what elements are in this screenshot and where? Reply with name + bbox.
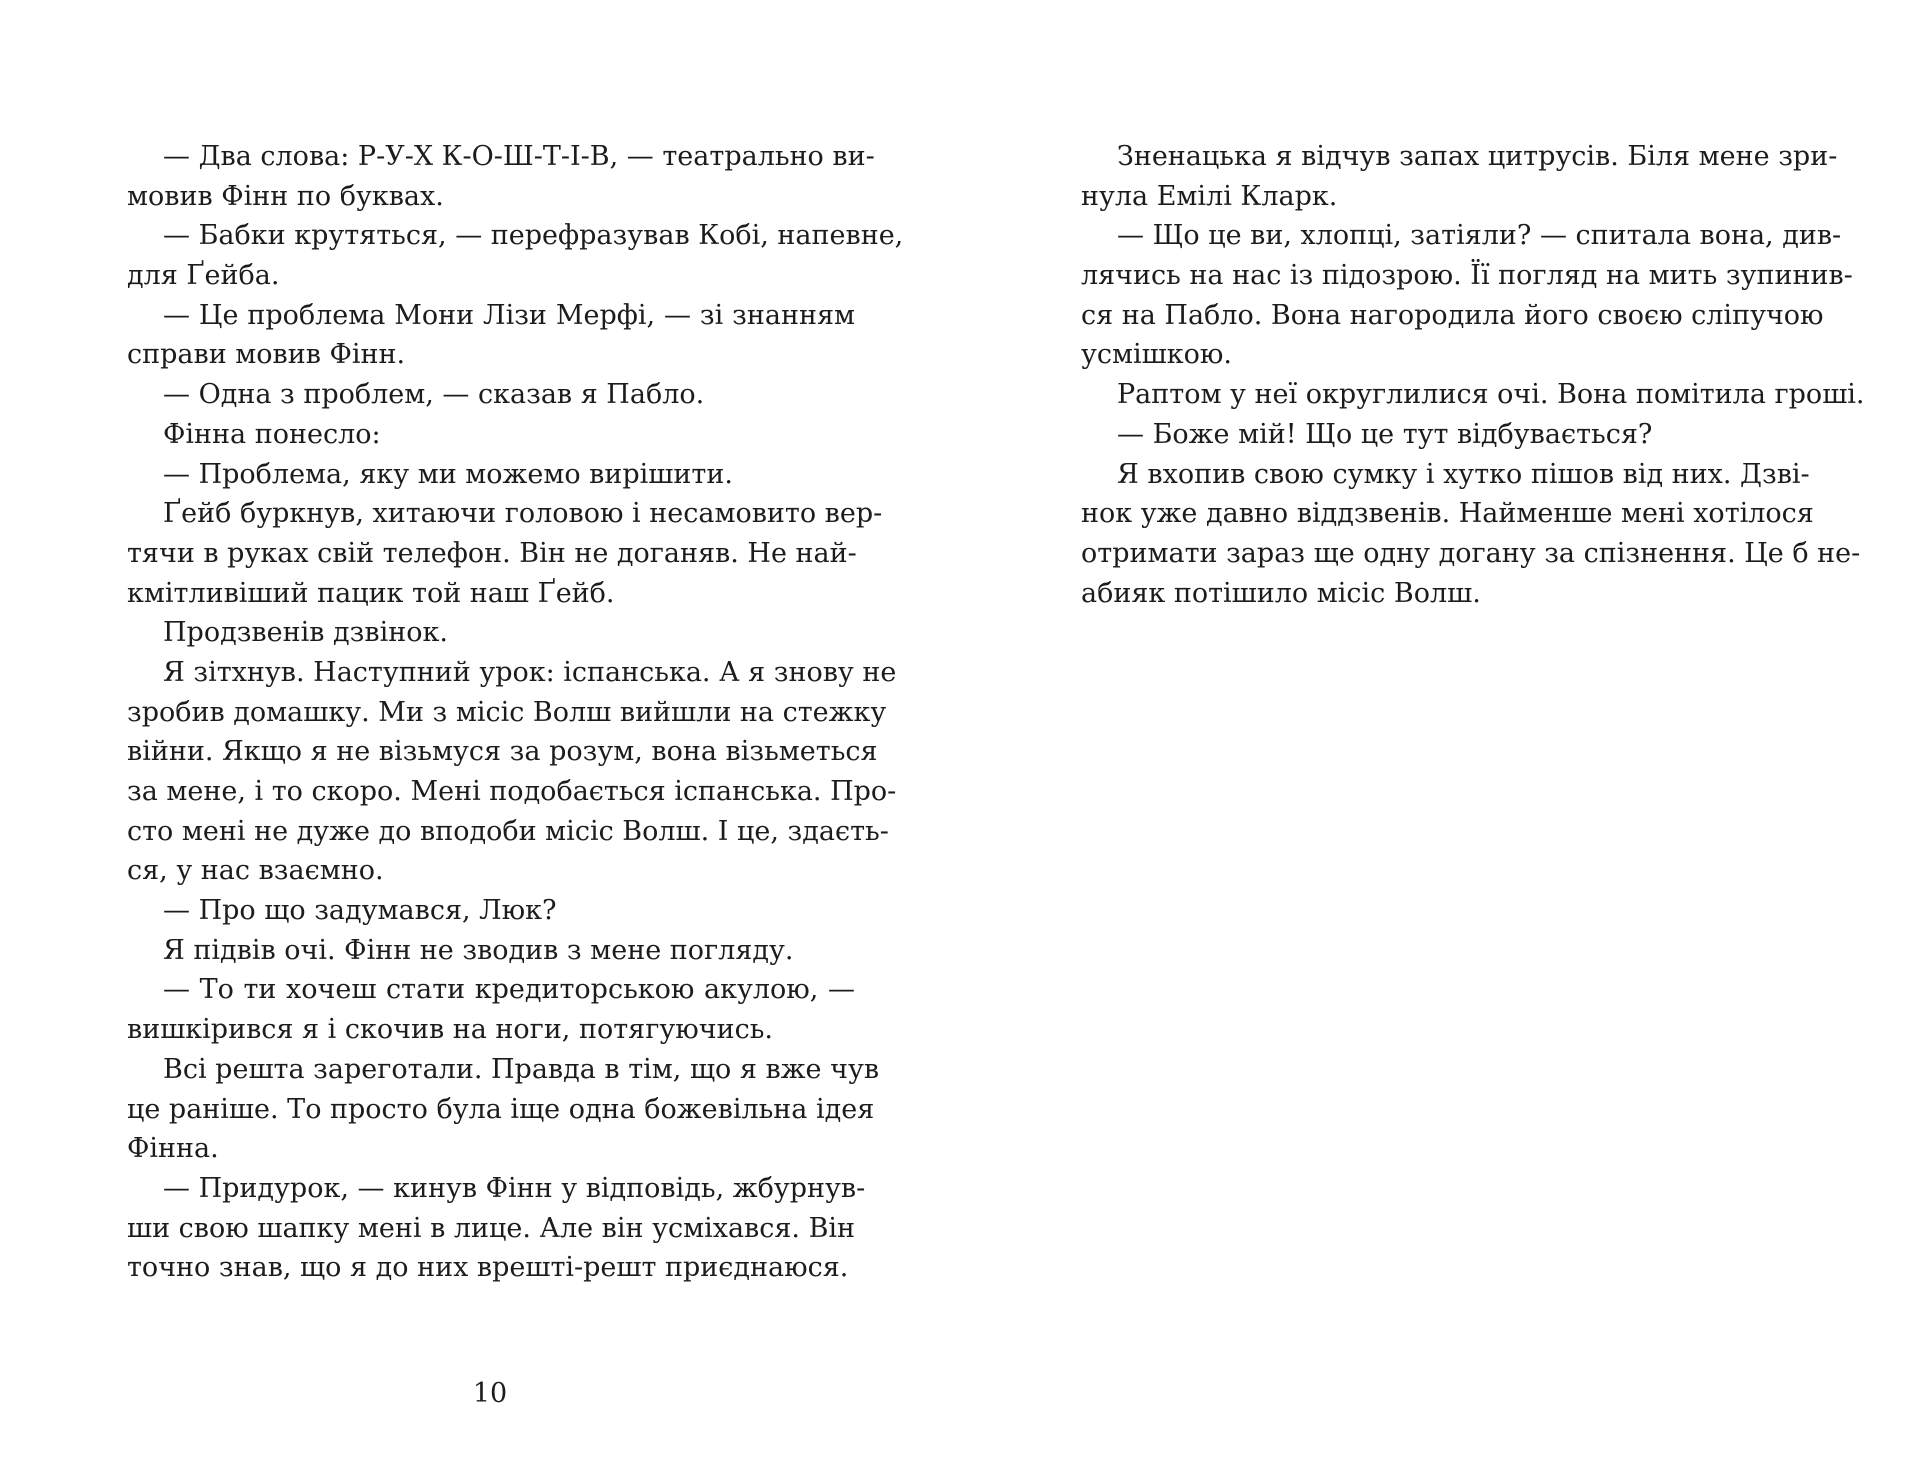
text-line: усмішкою. xyxy=(1081,339,1232,371)
text-line: — Придурок, — кинув Фінн у відповідь, жбурнув- xyxy=(163,1172,866,1204)
text-line: сто мені не дуже до вподоби місіс Волш. І це, здаєть- xyxy=(127,815,889,847)
text-line: — Про що задумався, Люк? xyxy=(163,895,557,927)
text-line: Фінна. xyxy=(127,1133,219,1165)
text-line: кмітливіший пацик той наш Ґейб. xyxy=(127,577,615,609)
text-line: тячи в руках свій телефон. Він не доганяв. Не най- xyxy=(127,537,857,569)
right-page xyxy=(960,0,1920,1477)
text-line: для Ґейба. xyxy=(127,260,280,292)
text-line: — Одна з проблем, — сказав я Пабло. xyxy=(163,379,705,411)
text-line: вишкірився я і скочив на ноги, потягуючись. xyxy=(127,1014,773,1046)
text-line: справи мовив Фінн. xyxy=(127,339,406,371)
text-line: ся, у нас взаємно. xyxy=(127,855,384,887)
text-line: — Проблема, яку ми можемо вирішити. xyxy=(163,458,733,490)
text-line: — То ти хочеш стати кредиторською акулою, — xyxy=(163,974,855,1006)
text-line: Фінна понесло: xyxy=(163,418,381,450)
left-page-text-column xyxy=(127,137,904,1288)
text-line: війни. Якщо я не візьмуся за розум, вона візьметься xyxy=(127,736,878,768)
text-line: Раптом у неї округлилися очі. Вона помітила гроші. xyxy=(1117,379,1865,411)
text-line: точно знав, що я до них врешті-решт приєднаюся. xyxy=(127,1252,849,1284)
text-line: ся на Пабло. Вона нагородила його своєю сліпучою xyxy=(1081,299,1824,331)
text-line: — Бабки крутяться, — перефразував Кобі, напевне, xyxy=(163,220,904,252)
text-line: нула Емілі Кларк. xyxy=(1081,180,1338,212)
text-line: Я зітхнув. Наступний урок: іспанська. А я знову не xyxy=(163,656,897,688)
text-line: — Два слова: Р-У-Х К-О-Ш-Т-І-В, — театрально ви- xyxy=(163,141,875,172)
right-page-text-column xyxy=(1081,137,1865,613)
text-line: лячись на нас із підозрою. Її погляд на мить зупинив- xyxy=(1081,260,1853,292)
text-line: Я підвів очі. Фінн не зводив з мене погляду. xyxy=(163,934,794,966)
text-line: Всі решта зареготали. Правда в тім, що я вже чув xyxy=(163,1053,880,1085)
text-line: абияк потішило місіс Волш. xyxy=(1081,577,1481,609)
text-line: мовив Фінн по буквах. xyxy=(127,180,444,212)
text-line: нок уже давно віддзвенів. Найменше мені хотілося xyxy=(1081,498,1814,530)
page-number-text: 10 xyxy=(472,1378,508,1409)
text-line: Ґейб буркнув, хитаючи головою і несамовито вер- xyxy=(163,498,883,530)
text-line: — Боже мій! Що це тут відбувається? xyxy=(1117,418,1653,450)
text-line: Зненацька я відчув запах цитрусів. Біля мене зри- xyxy=(1117,141,1838,172)
text-line: — Що це ви, хлопці, затіяли? — спитала вона, див- xyxy=(1117,220,1842,252)
text-line: — Це проблема Мони Лізи Мерфі, — зі знанням xyxy=(163,299,855,331)
text-line: за мене, і то скоро. Мені подобається іспанська. Про- xyxy=(127,776,897,807)
text-line: отримати зараз ще одну догану за спізнення. Це б не- xyxy=(1081,537,1861,569)
text-line: це раніше. То просто була іще одна божевільна ідея xyxy=(127,1093,875,1125)
text-line: зробив домашку. Ми з місіс Волш вийшли на стежку xyxy=(127,696,887,728)
text-line: Я вхопив свою сумку і хутко пішов від них. Дзві- xyxy=(1117,458,1810,490)
text-line: Продзвенів дзвінок. xyxy=(163,617,448,649)
page-number xyxy=(0,1374,960,1414)
text-line: ши свою шапку мені в лице. Але він усміхався. Він xyxy=(127,1212,856,1244)
